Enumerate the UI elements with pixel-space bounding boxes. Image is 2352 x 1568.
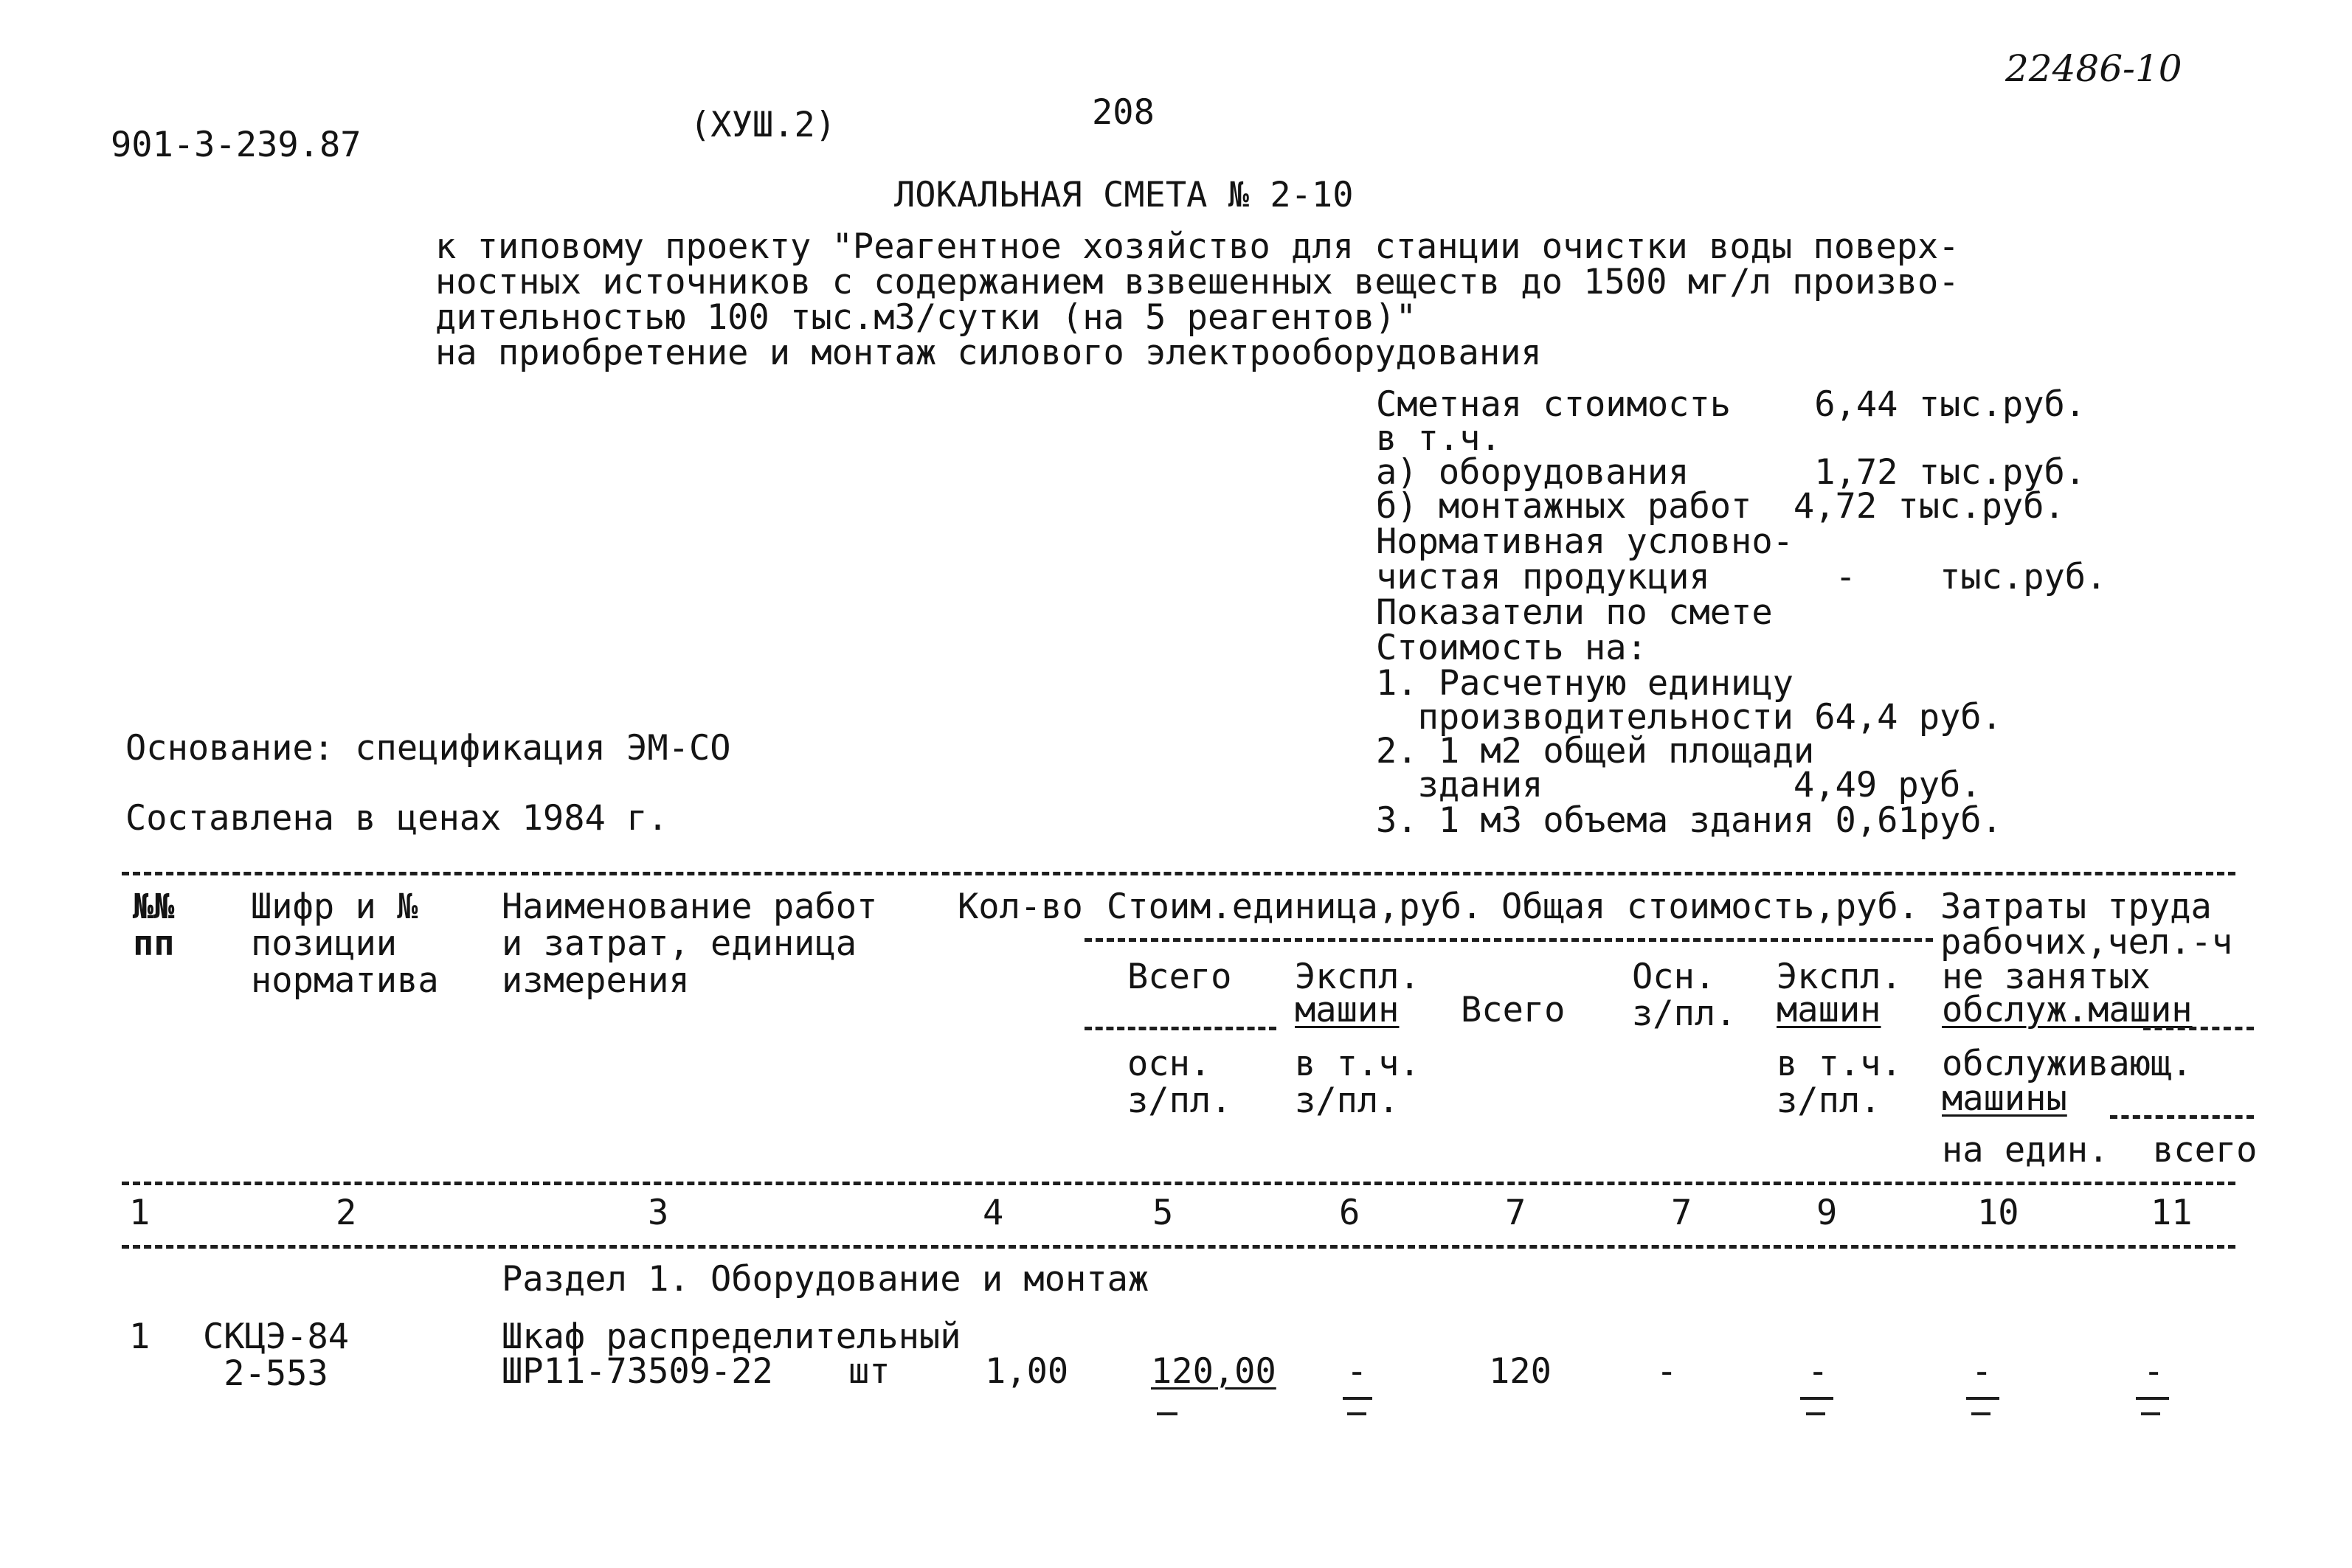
header-bottom-divider (122, 1182, 2235, 1185)
col-header-not-busy-2: обслуж.машин (1942, 990, 2193, 1030)
subtitle-line-1: к типовому проекту "Реагентное хозяйство для станции очистки воды поверх- (435, 226, 1960, 267)
row-osn: - (1656, 1351, 1678, 1392)
summary-line: Стоимость на: (1376, 628, 1647, 668)
col-header-osn-8: Осн. з/пл. (1632, 957, 1737, 1034)
row-total: 120 (1489, 1351, 1552, 1392)
row-unit-expl-dash (1347, 1412, 1366, 1415)
subtitle-line-3: дительностью 100 тыс.м3/сутки (на 5 реагентов)" (435, 297, 1417, 338)
page-number: 208 (1092, 92, 1155, 133)
basis-line: Основание: спецификация ЭМ-СО (125, 728, 731, 769)
col-header-number: №№ пп (133, 887, 175, 964)
col-header-serving-2: машины (1942, 1078, 2067, 1119)
col-header-not-busy: не занятых (1942, 957, 2151, 997)
row-labor-total-dash (2141, 1412, 2160, 1415)
row-name-line-2: ШР11-73509-22 (502, 1351, 773, 1392)
row-labor-unit: - (1971, 1351, 1993, 1392)
row-labor-unit-dash (1971, 1412, 1990, 1415)
subtitle-line-2: ностных источников с содержанием взвешенных веществ до 1500 мг/л произво- (435, 262, 1960, 302)
summary-line: Сметная стоимость 6,44 тыс.руб. (1376, 384, 2086, 425)
col-header-mash-6: машин (1295, 990, 1400, 1030)
col-number: 7 (1505, 1193, 1526, 1233)
col-header-total-cost: Общая стоимость,руб. (1501, 887, 1919, 927)
row-unit-expl-line (1343, 1397, 1372, 1400)
col-number: 2 (336, 1193, 357, 1233)
col-number: 6 (1339, 1193, 1360, 1233)
col-header-per-unit: на един. (1942, 1130, 2109, 1170)
summary-line: в т.ч. (1376, 418, 1501, 459)
col-number: 10 (1977, 1193, 2019, 1233)
row-qty: 1,00 (985, 1351, 1069, 1392)
summary-line: здания 4,49 руб. (1376, 765, 1982, 805)
summary-line: Нормативная условно- (1376, 521, 1794, 562)
row-labor-total-line (2136, 1397, 2169, 1400)
summary-line: 2. 1 м2 общей площади (1376, 731, 1815, 771)
section-code: (ХУШ.2) (690, 105, 837, 145)
price-year-line: Составлена в ценах 1984 г. (125, 798, 668, 839)
summary-line: а) оборудования 1,72 тыс.руб. (1376, 452, 2086, 493)
col-header-osn-5: осн. з/пл. (1127, 1044, 1232, 1121)
col-header-code: Шифр и № позиции норматива (251, 887, 439, 1001)
row-labor-unit-line (1966, 1397, 1999, 1400)
row-expl-dash (1806, 1412, 1825, 1415)
serving-sub-divider (2110, 1115, 2254, 1119)
col-number: 7 (1671, 1193, 1692, 1233)
document-number: 901-3-239.87 (111, 125, 362, 165)
col-header-expl-9: Экспл. (1777, 957, 1902, 997)
col-number: 1 (129, 1193, 151, 1233)
row-name-line-1: Шкаф распределительный (502, 1317, 961, 1357)
summary-line: 3. 1 м3 объема здания 0,61руб. (1376, 800, 2002, 841)
col-number: 11 (2151, 1193, 2193, 1233)
col-header-vsego-7: Всего (1461, 990, 1566, 1030)
row-expl-line (1800, 1397, 1833, 1400)
col-number: 9 (1816, 1193, 1838, 1233)
summary-line: б) монтажных работ 4,72 тыс.руб. (1376, 486, 2065, 527)
summary-line: чистая продукция - тыс.руб. (1376, 557, 2107, 597)
col-header-labor: Затраты труда (1940, 887, 2212, 927)
row-expl: - (1808, 1351, 1829, 1392)
col-header-name: Наименование работ и затрат, единица измерения (502, 887, 878, 1001)
col-header-vtch-6: в т.ч. з/пл. (1295, 1044, 1420, 1121)
estimate-title: ЛОКАЛЬНАЯ СМЕТА № 2-10 (894, 175, 1354, 215)
col-header-unit-cost: Стоим.единица,руб. (1107, 887, 1483, 927)
col-header-total: всего (2153, 1130, 2258, 1170)
col-number: 4 (983, 1193, 1004, 1233)
col11-sub-divider (2143, 1027, 2254, 1030)
col-header-serving: обслуживающ. (1942, 1044, 2193, 1084)
col5-sub-divider (1085, 1027, 1276, 1030)
section-title: Раздел 1. Оборудование и монтаж (502, 1259, 1149, 1300)
row-number: 1 (129, 1317, 151, 1357)
col-header-qty: Кол-во (958, 887, 1083, 927)
col-header-labor-sub: рабочих,чел.-ч (1940, 922, 2233, 962)
row-unit-total: 120,00 (1151, 1351, 1276, 1392)
row-unit-expl: - (1346, 1351, 1368, 1392)
col-number: 5 (1152, 1193, 1174, 1233)
row-code: СКЦЭ-84 2-553 (203, 1317, 350, 1394)
row-labor-total: - (2143, 1351, 2165, 1392)
summary-line: 1. Расчетную единицу (1376, 663, 1794, 704)
handwritten-reference: 22486-10 (2005, 47, 2182, 90)
row-unit-osn-dash (1157, 1412, 1177, 1415)
summary-line: Показатели по смете (1376, 592, 1773, 633)
col-header-expl-6: Экспл. (1295, 957, 1420, 997)
table-top-divider (122, 872, 2235, 875)
col-number: 3 (648, 1193, 669, 1233)
column-numbers-divider (122, 1245, 2235, 1249)
col-header-vtch-9: в т.ч. з/пл. (1777, 1044, 1902, 1121)
col-header-mash-9: машин (1777, 990, 1881, 1030)
subheader-divider (1085, 938, 1933, 942)
subtitle-line-4: на приобретение и монтаж силового электрооборудования (435, 333, 1542, 373)
row-unit: шт (848, 1351, 890, 1392)
summary-line: производительности 64,4 руб. (1376, 697, 2002, 738)
col-header-vsego-5: Всего (1127, 957, 1232, 997)
